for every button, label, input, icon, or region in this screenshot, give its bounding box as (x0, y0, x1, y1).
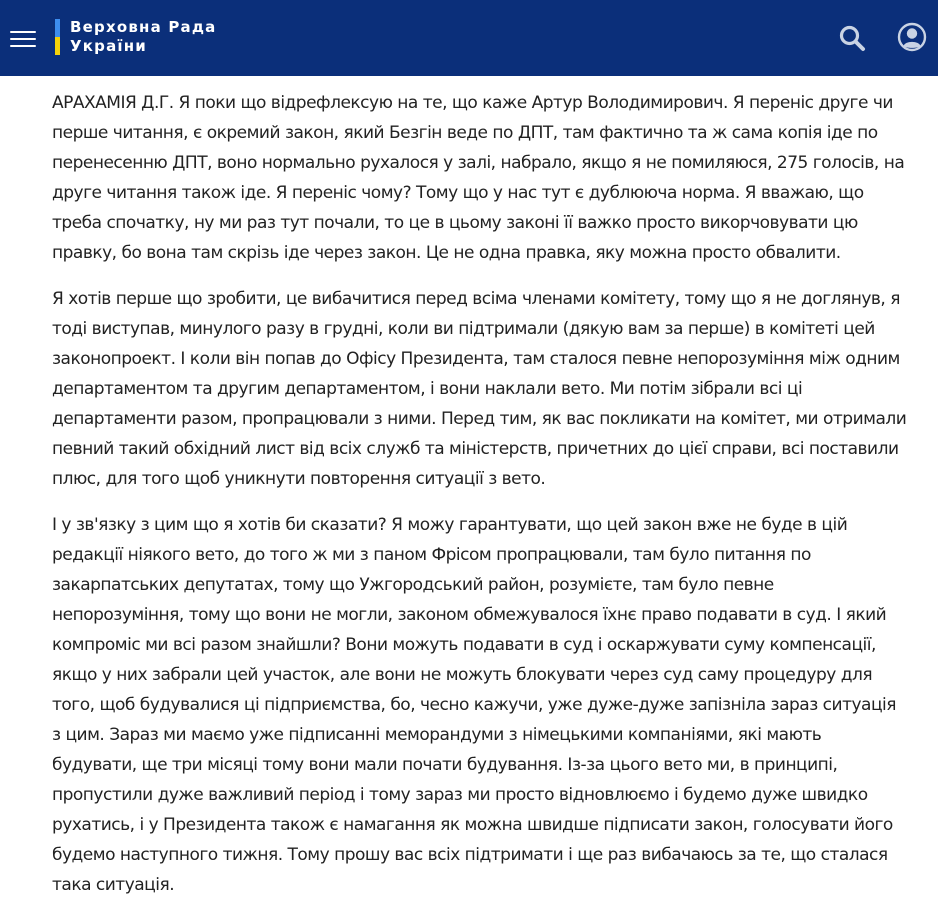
paragraph-1: АРАХАМІЯ Д.Г. Я поки що відрефлексую на те, що каже Артур Володимирович. Я переніс друге чи перше читання, є окремий закон, який Безгін веде по ДПТ, там фактично та ж сама копія іде по перенесенню ДПТ, воно нормально рухалося у залі, набрало, якщо я не помиляюся, 275 голосів, на друге читання також іде. Я переніс чому? Тому що у нас тут є дублююча норма. Я вважаю, що треба спочатку, ну ми раз тут почали, то це в цьому законі її важко просто викорчовувати цю правку, бо вона там скрізь іде через закон. Це не одна правка, яку можна просто обвалити. (52, 93, 905, 263)
flag-yellow-stripe (55, 37, 60, 55)
logo-line-1: Верховна Рада (70, 18, 217, 36)
user-profile-icon (897, 22, 927, 52)
hamburger-menu-icon (10, 31, 36, 33)
logo-text (70, 19, 216, 55)
menu-button[interactable] (10, 27, 38, 49)
site-header (0, 0, 938, 76)
search-button[interactable] (838, 24, 866, 52)
logo-line-2: України (70, 37, 148, 55)
paragraph-2: Я хотів перше що зробити, це вибачитися перед всіма членами комітету, тому що я не доглянув, я тоді виступав, минулого разу в грудні, коли ви підтримали (дякую вам за перше) в комітеті цей законопроект. І коли він попав до Офісу Президента, там сталося певне непорозуміння між одним департаментом та другим департаментом, і вони наклали вето. Ми потім зібрали всі ці департаменти разом, пропрацювали з ними. Перед тим, як вас покликати на комітет, ми отримали певний такий обхідний лист від всіх служб та міністерств, причетних до цієї справи, всі поставили плюс, для того щоб уникнути повторення ситуації з вето. (52, 289, 907, 489)
hamburger-menu-icon-middle (10, 38, 36, 40)
paragraph-3: І у зв'язку з цим що я хотів би сказати? Я можу гарантувати, що цей закон вже не буде в цій редакції ніякого вето, до того ж ми з паном Фрісом пропрацювали, там було питання по закарпатських депутатах, тому що Ужгородський район, розумієте, там було певне непорозуміння, тому що вони не могли, законом обмежувалося їхнє право подавати в суд. І який компроміс ми всі разом знайшли? Вони можуть подавати в суд і оскаржувати суму компенсації, якщо у них забрали цей участок, але вони не можуть блокувати через суд саму процедуру для того, щоб будувалися ці підприємства, бо, чесно кажучи, уже дуже-дуже запізніла зараз ситуація з цим. Зараз ми маємо уже підписанні меморандуми з німецькими компаніями, які мають будувати, ще три місяці тому вони мали почати будування. Із-за цього вето ми, в принципі, пропустили дуже важливий період і тому зараз ми просто відновлюємо і будемо дуже швидко рухатись, і у Президента також є намагання як можна швидше підписати закон, голосувати його будемо наступного тижня. Тому прошу вас всіх підтримати і ще раз вибачаюсь за те, що сталася така ситуація. (52, 515, 896, 895)
article-body (52, 88, 908, 916)
flag-blue-stripe (55, 19, 60, 37)
search-icon (838, 24, 866, 52)
site-logo[interactable] (55, 19, 216, 55)
hamburger-menu-icon-bottom (10, 45, 36, 47)
profile-button[interactable] (897, 22, 927, 52)
ukraine-flag-icon (55, 19, 60, 55)
